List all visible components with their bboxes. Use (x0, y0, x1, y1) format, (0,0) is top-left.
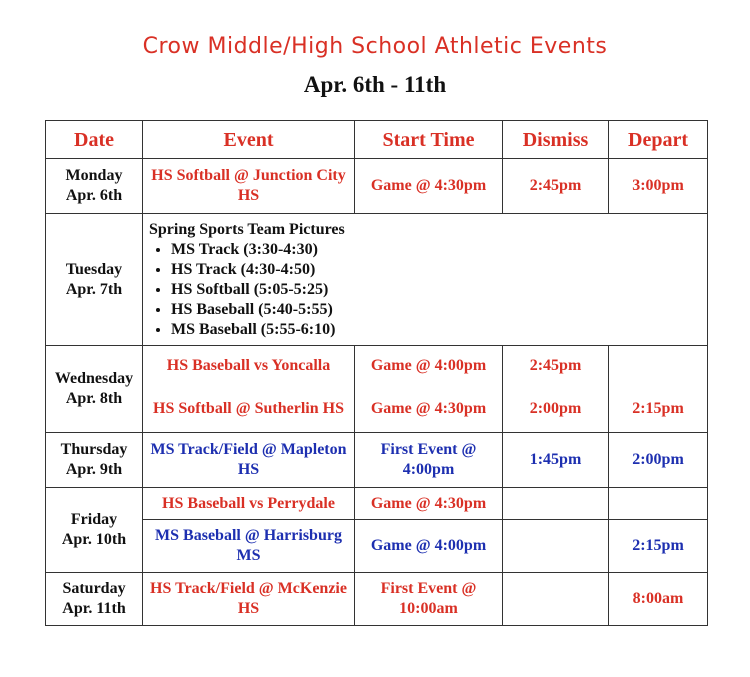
day-name: Saturday (62, 580, 126, 597)
header-depart: Depart (609, 121, 708, 159)
depart-cell (609, 346, 708, 386)
day-name: Friday (70, 511, 118, 528)
day-name: Thursday (60, 441, 128, 458)
day-date: Apr. 8th (65, 390, 123, 407)
start-time-cell: Game @ 4:30pm (355, 159, 503, 214)
table-row (46, 573, 708, 626)
header-event: Event (143, 121, 355, 159)
team-pictures-heading: Spring Sports Team Pictures (149, 220, 345, 238)
header-date: Date (46, 121, 143, 159)
event-cell: HS Track/Field @ McKenzie HS (143, 573, 355, 626)
event-cell: HS Baseball vs Yoncalla (143, 346, 355, 386)
day-name: Monday (65, 167, 123, 184)
list-item: • MS Baseball (5:55-6:10) (171, 320, 703, 340)
date-cell (46, 159, 143, 214)
day-name: Tuesday (65, 260, 123, 278)
depart-cell: 8:00am (609, 573, 708, 626)
event-cell: HS Softball @ Sutherlin HS (143, 386, 355, 433)
start-time-cell: Game @ 4:00pm (355, 346, 503, 386)
header-row (46, 121, 708, 159)
dismiss-cell: 2:45pm (503, 159, 609, 214)
header-dismiss: Dismiss (503, 121, 609, 159)
dismiss-cell: 2:00pm (503, 386, 609, 433)
dismiss-cell: 1:45pm (503, 433, 609, 488)
event-cell: HS Softball @ Junction City HS (143, 159, 355, 214)
event-cell: MS Baseball @ Harrisburg MS (143, 520, 355, 573)
table-row (46, 433, 708, 488)
day-date: Apr. 6th (65, 187, 123, 204)
date-cell (46, 346, 143, 433)
table-row (46, 386, 708, 433)
table-row (46, 214, 708, 346)
dismiss-cell: 2:45pm (503, 346, 609, 386)
list-item: • HS Softball (5:05-5:25) (171, 280, 703, 300)
day-name: Wednesday (54, 370, 134, 387)
day-date: Apr. 7th (65, 280, 123, 298)
depart-cell: 2:00pm (609, 433, 708, 488)
page-title: Crow Middle/High School Athletic Events (142, 34, 608, 59)
date-cell (46, 488, 143, 573)
table-row (46, 346, 708, 386)
depart-cell: 2:15pm (609, 520, 708, 573)
depart-cell: 2:15pm (609, 386, 708, 433)
start-time-cell: Game @ 4:30pm (355, 386, 503, 433)
start-time-cell: First Event @ 10:00am (355, 573, 503, 626)
depart-cell (609, 488, 708, 520)
event-cell: HS Baseball vs Perrydale (143, 488, 355, 520)
list-item: • HS Baseball (5:40-5:55) (171, 300, 703, 320)
list-item: • MS Track (3:30-4:30) (171, 240, 703, 260)
day-date: Apr. 11th (62, 600, 126, 617)
dismiss-cell (503, 520, 609, 573)
day-date: Apr. 9th (65, 461, 123, 478)
header-start-time: Start Time (355, 121, 503, 159)
day-date: Apr. 10th (61, 531, 127, 548)
event-cell: MS Track/Field @ Mapleton HS (143, 433, 355, 488)
start-time-cell: Game @ 4:30pm (355, 488, 503, 520)
team-pictures-list (149, 240, 703, 340)
list-item: • HS Track (4:30-4:50) (171, 260, 703, 280)
date-cell (46, 433, 143, 488)
dismiss-cell (503, 488, 609, 520)
table-row (46, 520, 708, 573)
start-time-cell: Game @ 4:00pm (355, 520, 503, 573)
events-table (45, 120, 708, 626)
team-pictures-cell (143, 214, 708, 346)
date-range: Apr. 6th - 11th (303, 72, 447, 97)
table-row (46, 488, 708, 520)
date-cell (46, 573, 143, 626)
dismiss-cell (503, 573, 609, 626)
depart-cell: 3:00pm (609, 159, 708, 214)
table-row (46, 159, 708, 214)
start-time-cell: First Event @ 4:00pm (355, 433, 503, 488)
date-cell (46, 214, 143, 346)
